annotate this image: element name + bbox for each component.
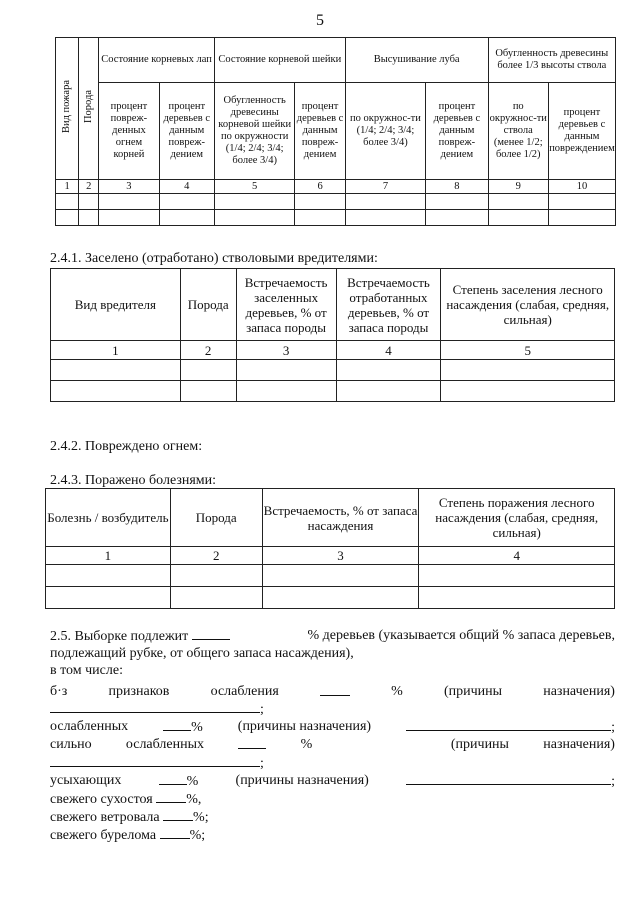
col-number: 2 bbox=[170, 547, 262, 565]
group-charring-header: Обугленность древесины более 1/3 высоты ствола bbox=[488, 38, 615, 83]
col-number: 1 bbox=[56, 180, 79, 194]
diseases-table bbox=[45, 488, 615, 609]
weakened-pct-field[interactable] bbox=[163, 718, 191, 731]
sub-root-neck-trees: процент деревьев с данным повреж-дением bbox=[295, 83, 345, 180]
fresh-windfall-field[interactable] bbox=[163, 808, 193, 821]
table-row bbox=[56, 194, 616, 210]
degree-header: Степень поражения лесного насаждения (слабая, средняя, сильная) bbox=[419, 489, 615, 547]
col-number: 2 bbox=[180, 341, 236, 360]
table-number-row bbox=[51, 341, 615, 360]
weakened-reason-field[interactable] bbox=[406, 718, 611, 731]
col-number: 9 bbox=[488, 180, 548, 194]
fire-damage-table bbox=[55, 37, 616, 226]
table-row bbox=[56, 210, 616, 226]
pest-type-header: Вид вредителя bbox=[51, 269, 181, 341]
group-root-neck-header: Состояние корневой шейки bbox=[214, 38, 345, 83]
col-number: 5 bbox=[441, 341, 615, 360]
col-number: 4 bbox=[336, 341, 441, 360]
occupied-header: Встречаемость заселенных деревьев, % от запаса породы bbox=[236, 269, 336, 341]
col-number: 8 bbox=[426, 180, 488, 194]
section-2-4-3: 2.4.3. Поражено болезнями: bbox=[50, 473, 217, 488]
col-number: 4 bbox=[419, 547, 615, 565]
col-number: 5 bbox=[214, 180, 294, 194]
col-number: 1 bbox=[46, 547, 171, 565]
col-number: 3 bbox=[236, 341, 336, 360]
col-number: 1 bbox=[51, 341, 181, 360]
no-signs-reason-field[interactable] bbox=[50, 700, 260, 713]
col-number: 3 bbox=[99, 180, 159, 194]
sub-char-trees: процент деревьев с данным повреждением bbox=[548, 83, 615, 180]
disease-header: Болезнь / возбудитель bbox=[46, 489, 171, 547]
col-number: 2 bbox=[79, 180, 99, 194]
no-signs-pct-field[interactable] bbox=[320, 683, 350, 696]
strongly-weakened-reason-field[interactable] bbox=[50, 754, 260, 767]
occurrence-header: Встречаемость, % от запаса насаждения bbox=[262, 489, 419, 547]
worked-header: Встречаемость отработанных деревьев, % от запаса породы bbox=[336, 269, 441, 341]
table-row bbox=[46, 565, 615, 587]
drying-pct-field[interactable] bbox=[159, 772, 187, 785]
sub-bast-trees: процент деревьев с данным повреж-дением bbox=[426, 83, 488, 180]
col-number: 10 bbox=[548, 180, 615, 194]
table-row bbox=[51, 381, 615, 402]
sub-char-circ: по окружнос-ти ствола (менее 1/2; более 1/2) bbox=[488, 83, 548, 180]
sub-root-paws-pct: процент повреж-денных огнем корней bbox=[99, 83, 159, 180]
degree-header: Степень заселения лесного насаждения (слабая, средняя, сильная) bbox=[441, 269, 615, 341]
col-species-header: Порода bbox=[79, 38, 99, 180]
page-number: 5 bbox=[316, 12, 324, 29]
table-row bbox=[46, 587, 615, 609]
section-2-5: 2.5. Выборке подлежит % деревьев (указывается общий % запаса деревьев, подлежащий рубке, от общего запаса насаждения), в том числе: б·з признаков ослабления % (причины назначения) ; ослабленных % (причины назначения) ; сильно ослабленных % (причины назначения) ; усыхающих % (причины назначения) ; свежего сухостоя %, свежего ветровала %; свежего бурелома %; bbox=[50, 628, 615, 843]
section-2-4-2: 2.4.2. Повреждено огнем: bbox=[50, 439, 203, 454]
sub-root-neck-char: Обугленность древесины корневой шейки по окружности (1/4; 2/4; 3/4; более 3/4) bbox=[214, 83, 294, 180]
fresh-windbreak-field[interactable] bbox=[160, 826, 190, 839]
table-number-row bbox=[56, 180, 616, 194]
col-fire-type-header: Вид пожара bbox=[56, 38, 79, 180]
drying-reason-field[interactable] bbox=[406, 772, 611, 785]
section-2-4-1: 2.4.1. Заселено (отработано) стволовыми вредителями: bbox=[50, 251, 378, 266]
pests-table bbox=[50, 268, 615, 402]
table-number-row bbox=[46, 547, 615, 565]
col-number: 3 bbox=[262, 547, 419, 565]
species-header: Порода bbox=[170, 489, 262, 547]
sub-root-paws-trees: процент деревьев с данным повреж-дением bbox=[159, 83, 214, 180]
fresh-deadwood-field[interactable] bbox=[156, 790, 186, 803]
total-pct-field[interactable] bbox=[192, 627, 230, 640]
species-header: Порода bbox=[180, 269, 236, 341]
sub-bast-circ: по окружнос-ти (1/4; 2/4; 3/4; более 3/4) bbox=[345, 83, 425, 180]
strongly-weakened-pct-field[interactable] bbox=[238, 736, 266, 749]
col-number: 4 bbox=[159, 180, 214, 194]
group-root-paws-header: Состояние корневых лап bbox=[99, 38, 215, 83]
col-number: 6 bbox=[295, 180, 345, 194]
group-bast-header: Высушивание луба bbox=[345, 38, 488, 83]
table-row bbox=[51, 360, 615, 381]
col-number: 7 bbox=[345, 180, 425, 194]
